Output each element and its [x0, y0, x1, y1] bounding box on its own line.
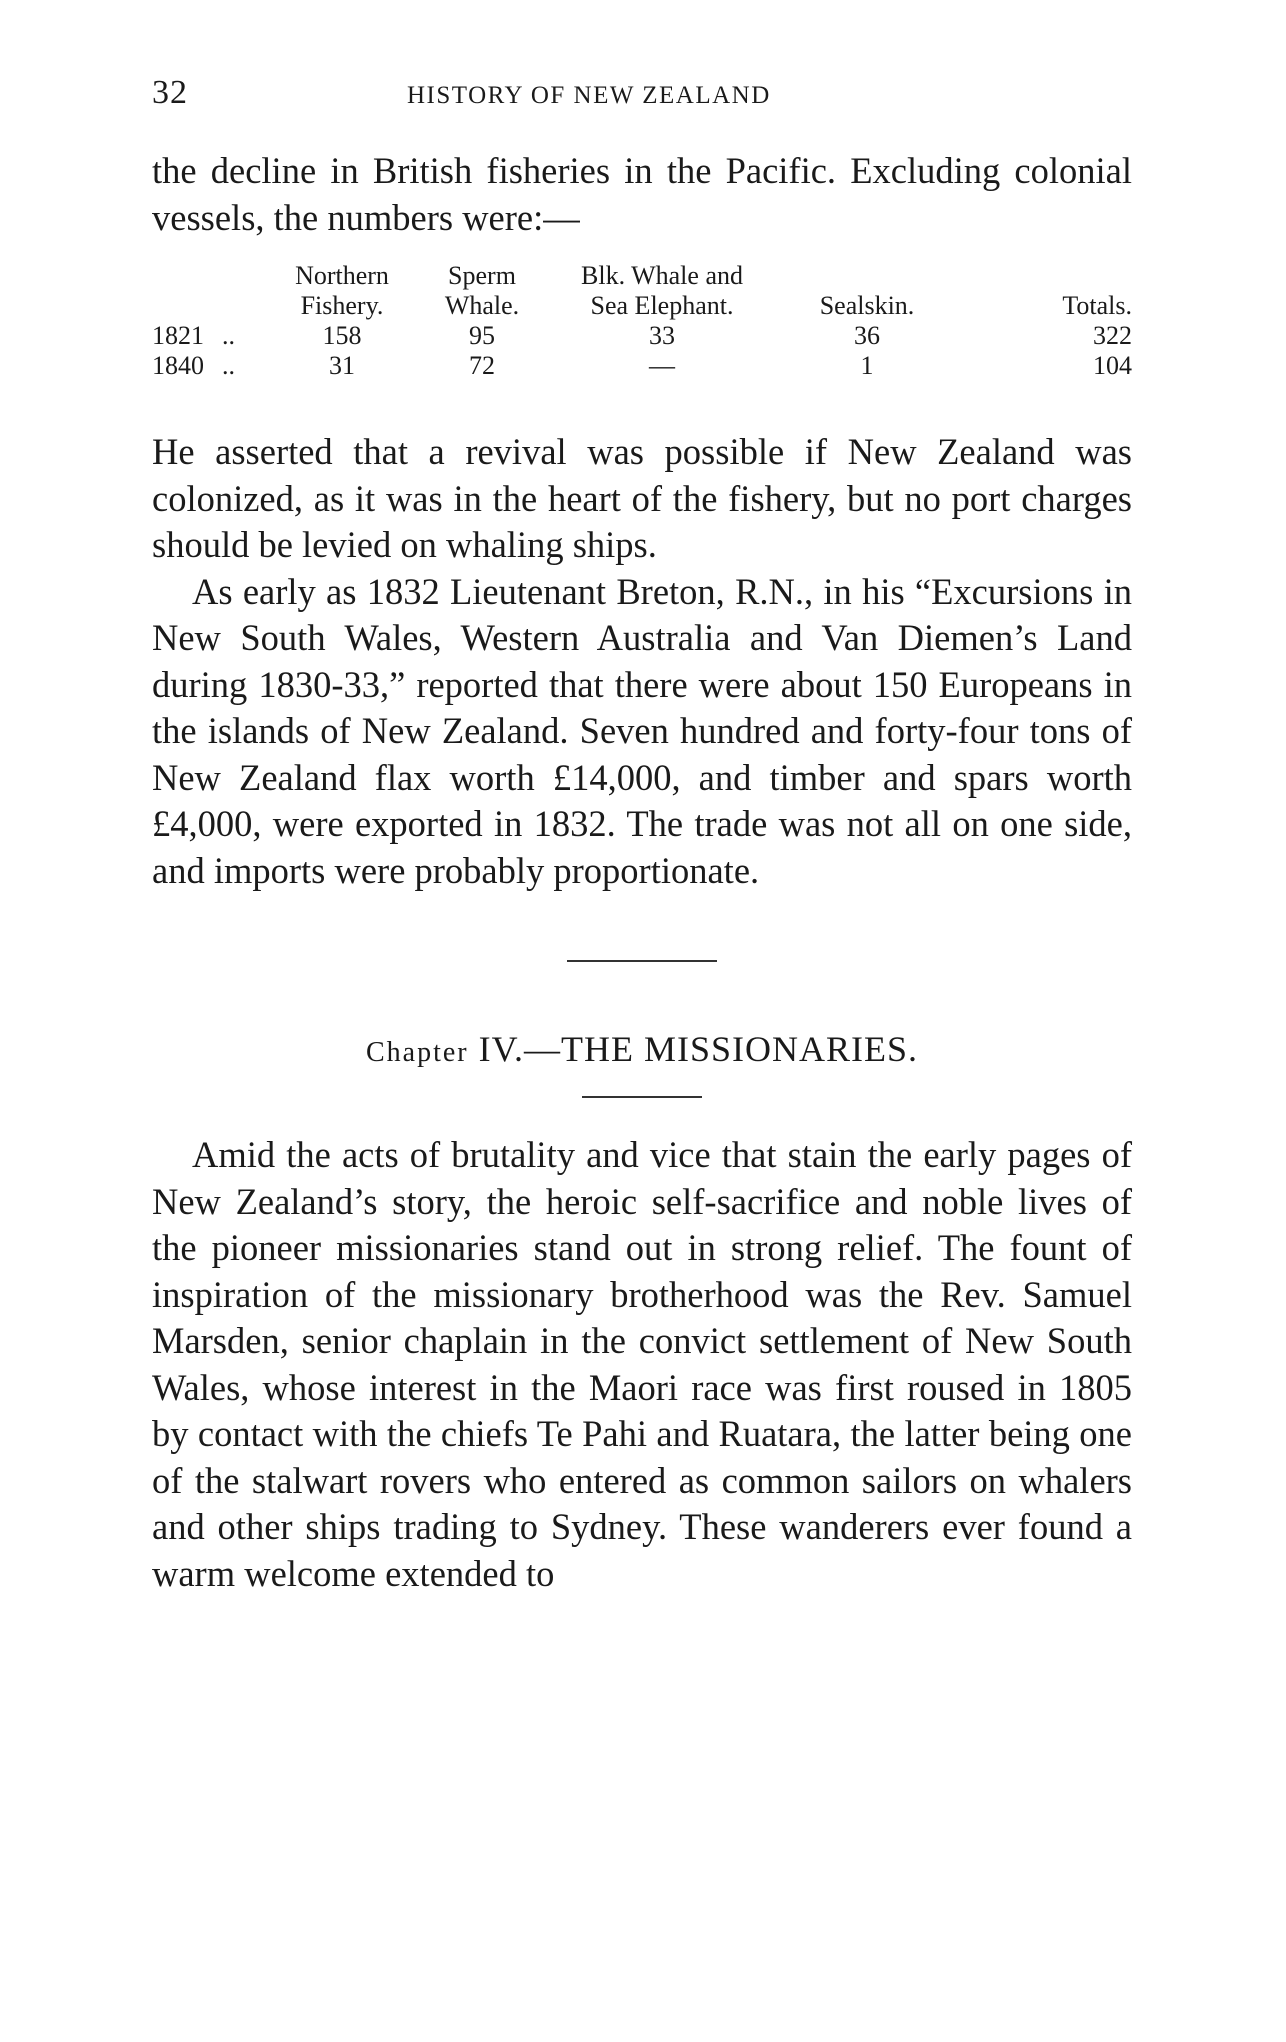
year-cell: 1840: [152, 351, 204, 380]
paragraph-missionaries: Amid the acts of brutality and vice that stain the early pages of New Zealand’s story, the heroic self-sacrifice and noble lives of the pioneer missionaries stand out in strong relief. The fount of inspiration of the missionary brotherhood was the Rev. Samuel Marsden, senior chaplain in the convict settlement of New South Wales, whose interest in the Maori race was first roused in 1805 by contact with the chiefs Te Pahi and Ruatara, the latter being one of the stalwart rovers who entered as common sailors on whalers and other ships trading to Sydney. These wanderers ever found a warm welcome extended to: [152, 1134, 1132, 1594]
chapter-label: Chapter: [365, 1037, 469, 1068]
section-divider: [567, 960, 717, 962]
header-cell: Northern: [295, 261, 389, 290]
sealskin-cell: 1: [860, 351, 874, 380]
chapter-title: THE MISSIONARIES.: [560, 1029, 918, 1069]
table-row: [152, 351, 1132, 381]
header-cell: Totals.: [1062, 291, 1132, 320]
header-cell: [777, 261, 957, 291]
header-cell: Sperm: [448, 261, 516, 290]
header-cell: Sealskin.: [819, 291, 915, 320]
table-header-row-2: [152, 291, 1132, 321]
intro-paragraph: the decline in British fisheries in the Pacific. Excluding colonial vessels, the numbers were:—: [152, 150, 1132, 238]
fisheries-table: [152, 261, 1132, 381]
header-cell: [222, 291, 267, 321]
year-cell: 1821: [152, 321, 204, 350]
sealskin-cell: 36: [854, 321, 880, 350]
header-cell: [222, 261, 267, 291]
header-cell: [152, 291, 222, 321]
header-cell: [957, 261, 1132, 291]
running-title: HISTORY OF NEW ZEALAND: [407, 82, 771, 109]
header-cell: [152, 261, 222, 291]
chapter-heading: [152, 1028, 1132, 1070]
header-cell: Whale.: [444, 291, 520, 320]
northern-fishery-cell: 158: [322, 321, 362, 350]
totals-cell: 322: [1093, 321, 1132, 350]
paragraph-breton: As early as 1832 Lieutenant Breton, R.N., in his “Excursions in New South Wales, Western Australia and Van Diemen’s Land during 1830-33,” reported that there were about 150 Europeans in the islands of New Zealand. Seven hundred and forty-four tons of New Zealand flax worth £14,000, and timber and spars worth £4,000, were exported in 1832. The trade was not all on one side, and imports were probably proportionate.: [152, 570, 1132, 891]
chapter-dash: —: [523, 1029, 561, 1069]
book-page: [152, 68, 1132, 1597]
northern-fishery-cell: 31: [329, 351, 355, 380]
leader-dots: ..: [222, 321, 235, 350]
sperm-whale-cell: 95: [469, 321, 495, 350]
header-cell: Blk. Whale and: [581, 261, 743, 290]
chapter-divider: [582, 1096, 702, 1098]
running-head: [152, 68, 1132, 116]
page-number: 32: [152, 74, 188, 111]
table-header-row-1: [152, 261, 1132, 291]
chapter-number: IV.: [478, 1029, 524, 1069]
blk-whale-sea-elephant-cell: 33: [649, 321, 675, 350]
leader-dots: ..: [222, 351, 235, 380]
table-row: [152, 321, 1132, 351]
sperm-whale-cell: 72: [469, 351, 495, 380]
totals-cell: 104: [1093, 351, 1132, 380]
blk-whale-sea-elephant-cell: —: [649, 351, 675, 380]
paragraph-revival: He asserted that a revival was possible if New Zealand was colonized, as it was in the heart of the fishery, but no port charges should be levied on whaling ships.: [152, 431, 1132, 565]
header-cell: Fishery.: [300, 291, 384, 320]
header-cell: Sea Elephant.: [590, 291, 734, 320]
